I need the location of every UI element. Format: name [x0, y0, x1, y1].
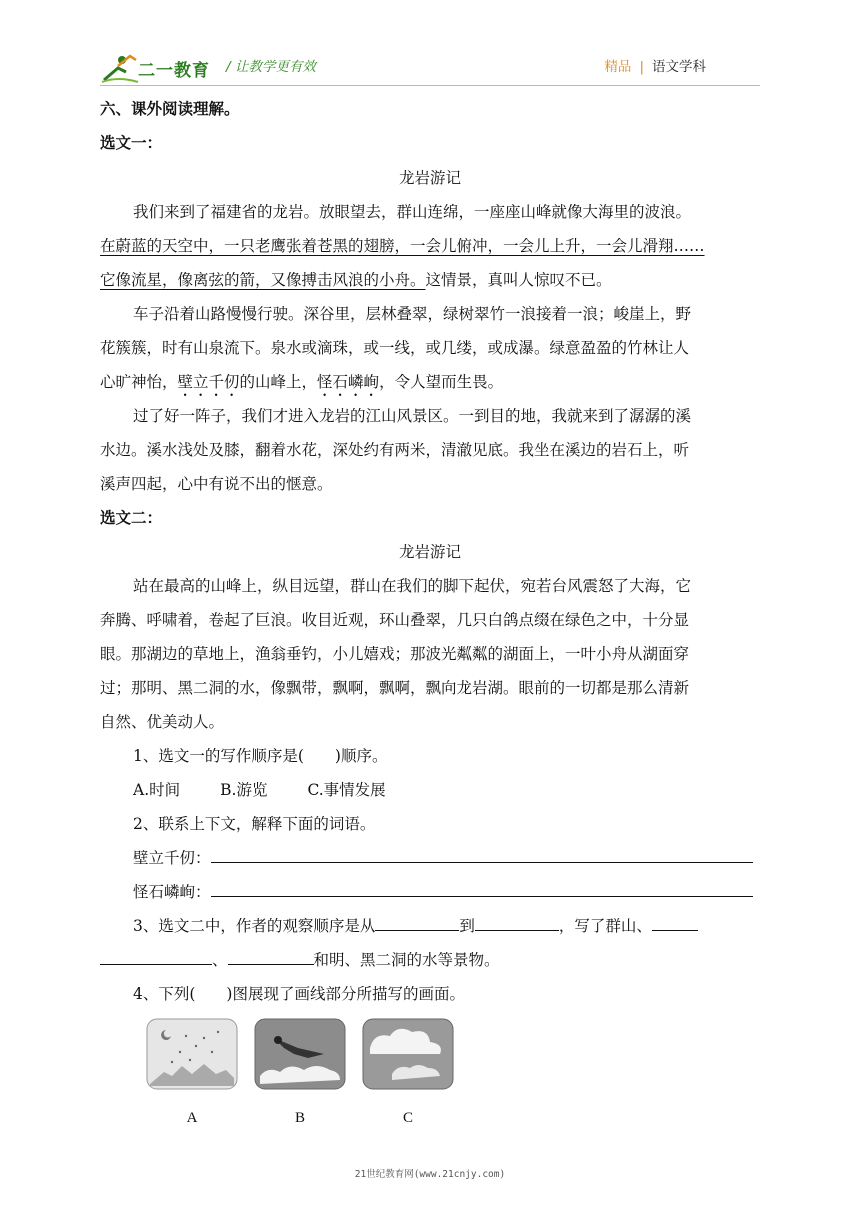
runner-logo-icon: [100, 52, 140, 84]
option-b: B.游览: [220, 781, 268, 799]
answer-blank[interactable]: [211, 847, 753, 863]
image-label-c: C: [402, 1110, 413, 1126]
underlined-text: 它像流星，像离弦的箭，又像搏击风浪的小舟。: [100, 271, 426, 289]
clouds-image: [362, 1018, 454, 1090]
question-3-line2: 、 和明、黑二洞的水等景物。: [100, 948, 760, 970]
passage1-p1-line1: 我们来到了福建省的龙岩。放眼望去，群山连绵，一座座山峰就像大海里的波浪。: [133, 203, 692, 221]
slogan: / 让教学更有效: [226, 59, 316, 75]
option-a: A.时间: [133, 781, 181, 799]
quality-label: 精品: [604, 59, 632, 75]
logo-text: 二一教育: [138, 61, 210, 81]
answer-blank[interactable]: [100, 949, 212, 965]
passage1-title: 龙岩游记: [398, 169, 461, 187]
passage1-label: 选文一：: [100, 134, 163, 152]
term-2-row: [100, 880, 793, 902]
passage2-label: 选文二：: [100, 509, 163, 527]
header-divider: |: [639, 59, 644, 75]
header-right: [604, 55, 706, 75]
subject-label: 语文学科: [652, 59, 706, 75]
answer-blank[interactable]: [375, 915, 459, 931]
passage2-line2: 奔腾、呼啸着，卷起了巨浪。收目近观，环山叠翠，几只白鸽点缀在绿色之中，十分显: [100, 611, 690, 629]
passage1-p2-line3: 心旷神怡，壁立千仞的山峰上，怪石嶙峋，令人望而生畏。: [100, 373, 504, 391]
passage1-p1-line2: [100, 234, 760, 256]
passage2-line3: 眼。那湖边的草地上，渔翁垂钓，小儿嬉戏；那波光粼粼的湖面上，一叶小舟从湖面穿: [100, 645, 690, 663]
option-c: C.事情发展: [307, 781, 386, 799]
passage2-line5: 自然、优美动人。: [100, 713, 225, 731]
logo: [100, 52, 240, 86]
question-3-line1: 3、选文二中，作者的观察顺序是从 到 ，写了群山、: [100, 914, 793, 936]
passage1-p3-line1: 过了好一阵子，我们才进入龙岩的江山风景区。一到目的地，我就来到了潺潺的溪: [133, 407, 692, 425]
eagle-sky-image: [254, 1018, 346, 1090]
dotted-term: 怪石嶙峋: [317, 373, 380, 391]
passage1-p2-line1: 车子沿着山路慢慢行驶。深谷里，层林叠翠，绿树翠竹一浪接着一浪；峻崖上，野: [133, 305, 692, 323]
header-rule: [100, 85, 760, 86]
question-1: 1、选文一的写作顺序是( )顺序。: [133, 747, 388, 765]
passage1-p2-line2: 花簇簇，时有山泉流下。泉水或滴珠，或一线，或几缕，或成瀑。绿意盈盈的竹林让人: [100, 339, 690, 357]
answer-blank[interactable]: [475, 915, 559, 931]
section-heading: 六、课外阅读理解。: [100, 100, 240, 118]
answer-blank[interactable]: [652, 915, 698, 931]
passage1-p3-line2: 水边。溪水浅处及膝，翻着水花，深处约有两米，清澈见底。我坐在溪边的岩石上，听: [100, 441, 690, 459]
question-1-options: [100, 778, 793, 800]
passage2-line1: 站在最高的山峰上，纵目远望，群山在我们的脚下起伏，宛若台风震怒了大海，它: [133, 577, 692, 595]
answer-blank[interactable]: [211, 881, 753, 897]
term-1-row: [100, 846, 793, 868]
question-2: 2、联系上下文，解释下面的词语。: [133, 815, 376, 833]
night-mountain-image: [146, 1018, 238, 1090]
passage2-title: 龙岩游记: [398, 543, 461, 561]
footer: 21世纪教育网(www.21cnjy.com): [354, 1169, 506, 1180]
passage2-line4: 过；那明、黑二洞的水，像飘带，飘啊，飘啊，飘向龙岩湖。眼前的一切都是那么清新: [100, 679, 690, 697]
dotted-term: 壁立千仞: [177, 373, 240, 391]
image-label-b: B: [294, 1110, 305, 1126]
image-label-a: A: [186, 1110, 198, 1126]
underlined-text: 在蔚蓝的天空中，一只老鹰张着苍黑的翅膀，一会儿俯冲，一会儿上升，一会儿滑翔……: [100, 237, 705, 255]
passage1-p1-line3: 它像流星，像离弦的箭，又像搏击风浪的小舟。这情景，真叫人惊叹不已。: [100, 271, 612, 289]
term-label: 壁立千仞：: [133, 849, 211, 867]
term-label: 怪石嶙峋：: [133, 883, 211, 901]
page-header: [100, 44, 760, 86]
answer-images: [146, 1018, 446, 1128]
answer-blank[interactable]: [228, 949, 314, 965]
passage1-p3-line3: 溪声四起，心中有说不出的惬意。: [100, 475, 333, 493]
question-4: 4、下列( )图展现了画线部分所描写的画面。: [133, 985, 465, 1003]
